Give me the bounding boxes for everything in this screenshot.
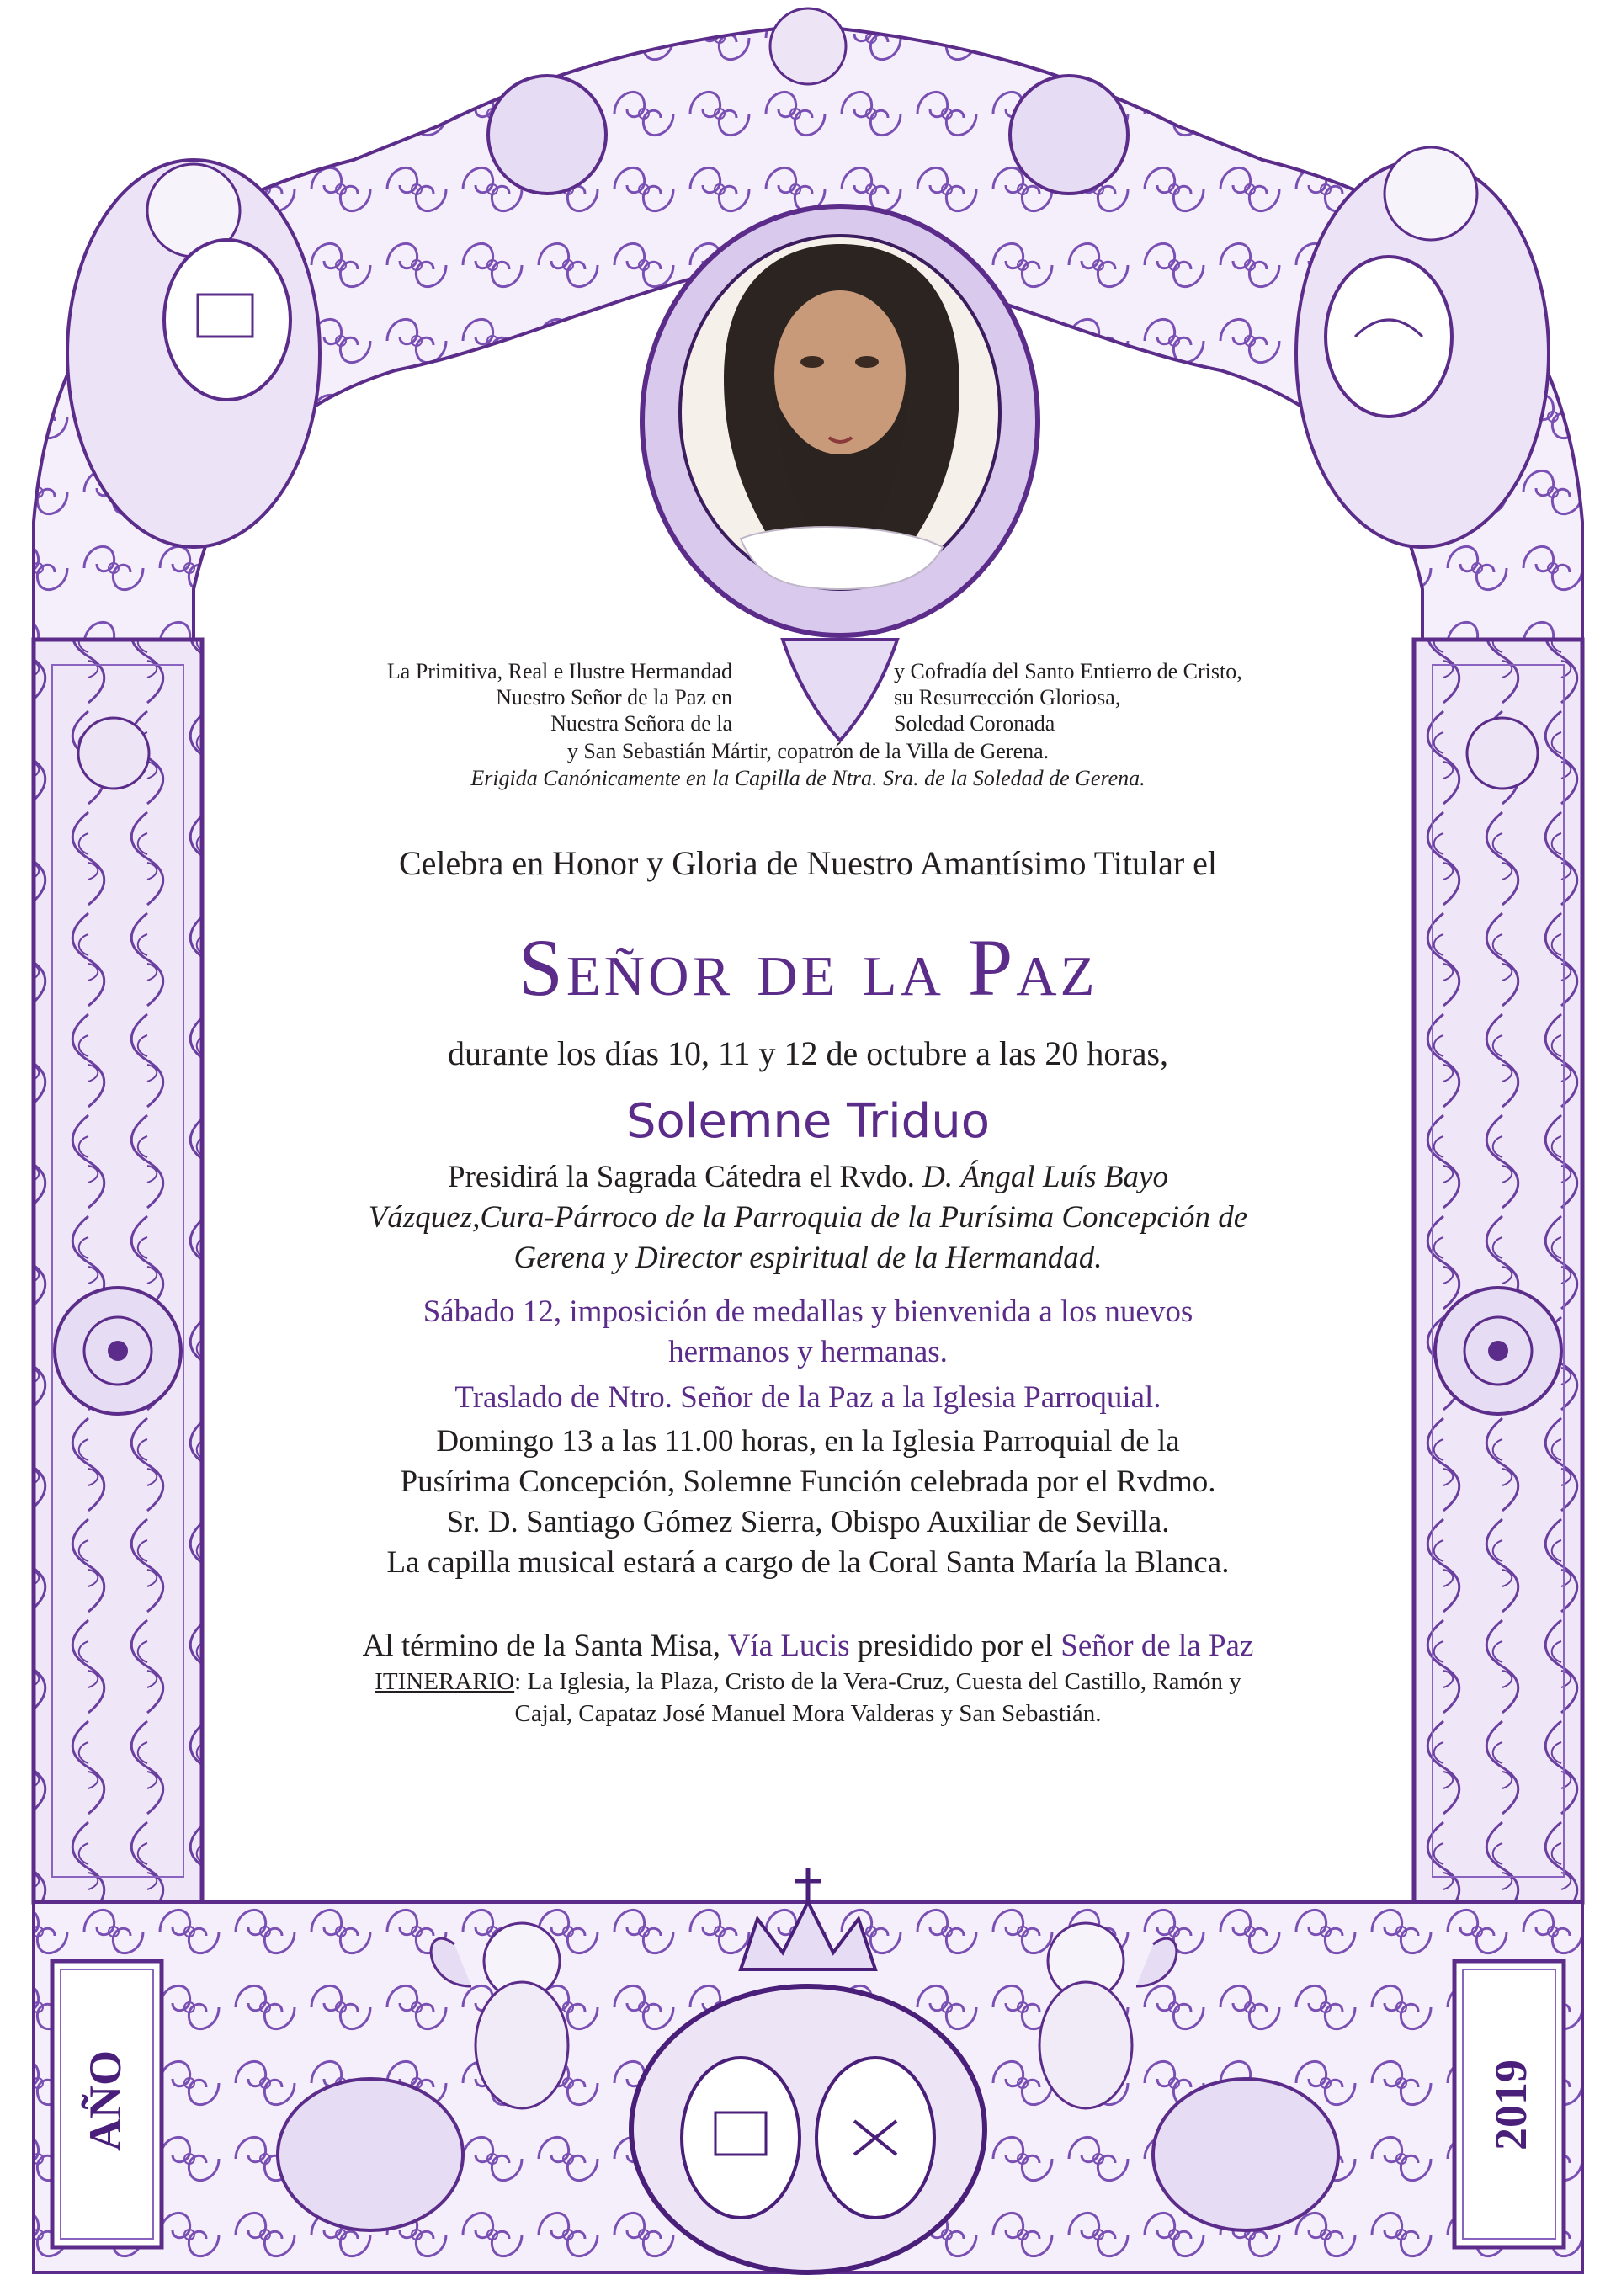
angel-left-figure [67, 160, 320, 547]
cherub-top-icon [770, 8, 846, 84]
intro-text: Celebra en Honor y Gloria de Nuestro Amantísimo Titular el [398, 844, 1218, 882]
header-left-line3: Nuestra Señora de la [550, 711, 732, 736]
year-label-right: 2019 [1486, 2059, 1536, 2150]
header-right-line3: Soledad Coronada [894, 711, 1055, 736]
itinerary-line2: Cajal, Capataz José Manuel Mora Valderas y San Sebastián. [514, 1700, 1102, 1727]
preside-prefix: Presidirá la Sagrada Cátedra el Rvdo. [448, 1160, 915, 1194]
note-line1: Sábado 12, imposición de medallas y bienvenida a los nuevos [423, 1294, 1193, 1329]
domingo-line4: La capilla musical estará a cargo de la Coral Santa María la Blanca. [386, 1545, 1230, 1580]
header-left-line2: Nuestro Señor de la Paz en [496, 685, 732, 710]
rosette-right-icon [1435, 1288, 1561, 1414]
preside-line2: Vázquez,Cura-Párroco de la Parroquia de la Purísima Concepción de [368, 1200, 1248, 1235]
header-right-line1: y Cofradía del Santo Entierro de Cristo, [894, 659, 1242, 683]
note-line2: hermanos y hermanas. [668, 1335, 948, 1369]
year-label-left: AÑO [80, 2050, 130, 2151]
header-line4: y San Sebastián Mártir, copatrón de la Villa de Gerena. [566, 739, 1050, 763]
preside-line3: Gerena y Director espiritual de la Hermandad. [513, 1241, 1103, 1275]
header-left [278, 658, 732, 736]
dates-text: durante los días 10, 11 y 12 de octubre a las 20 horas, [447, 1034, 1169, 1072]
cherub-head-right-icon [1467, 718, 1538, 789]
right-column [1414, 640, 1582, 1902]
itinerary-label: ITINERARIO [375, 1668, 515, 1695]
itinerary-text1: : La Iglesia, la Plaza, Cristo de la Vera-Cruz, Cuesta del Castillo, Ramón y [514, 1668, 1241, 1695]
via-lucis-part1: Al término de la Santa Misa, [362, 1629, 721, 1663]
page-title: Señor de la Paz [518, 922, 1098, 1012]
subtitle: Solemne Triduo [626, 1094, 990, 1149]
coat-of-arms [631, 1986, 985, 2272]
preside-line1 [278, 1158, 1338, 1197]
via-lucis-line [278, 1628, 1338, 1664]
domingo-line1: Domingo 13 a las 11.00 horas, en la Iglesia Parroquial de la [436, 1424, 1180, 1459]
header-left-line1: La Primitiva, Real e Ilustre Hermandad [386, 659, 732, 683]
via-lucis-part2: Vía Lucis [727, 1629, 850, 1663]
via-lucis-part3: presidido por el [857, 1629, 1053, 1663]
left-column [34, 640, 202, 1902]
rosette-left-icon [55, 1288, 181, 1414]
preside-name-part1: D. Ángal Luís Bayo [922, 1160, 1168, 1194]
header-line5: Erigida Canónicamente en la Capilla de Ntra. Sra. de la Soledad de Gerena. [470, 766, 1146, 790]
via-lucis-part4: Señor de la Paz [1060, 1629, 1254, 1663]
domingo-line3: Sr. D. Santiago Gómez Sierra, Obispo Auxiliar de Sevilla. [446, 1505, 1170, 1539]
domingo-line2: Pusírima Concepción, Solemne Función celebrada por el Rvdmo. [400, 1464, 1216, 1499]
note-line3: Traslado de Ntro. Señor de la Paz a la Iglesia Parroquial. [454, 1380, 1162, 1415]
header-right-line2: su Resurrección Gloriosa, [894, 685, 1121, 710]
itinerary-line1 [278, 1668, 1338, 1696]
header-right [894, 658, 1365, 736]
cherub-head-left-icon [78, 718, 149, 789]
